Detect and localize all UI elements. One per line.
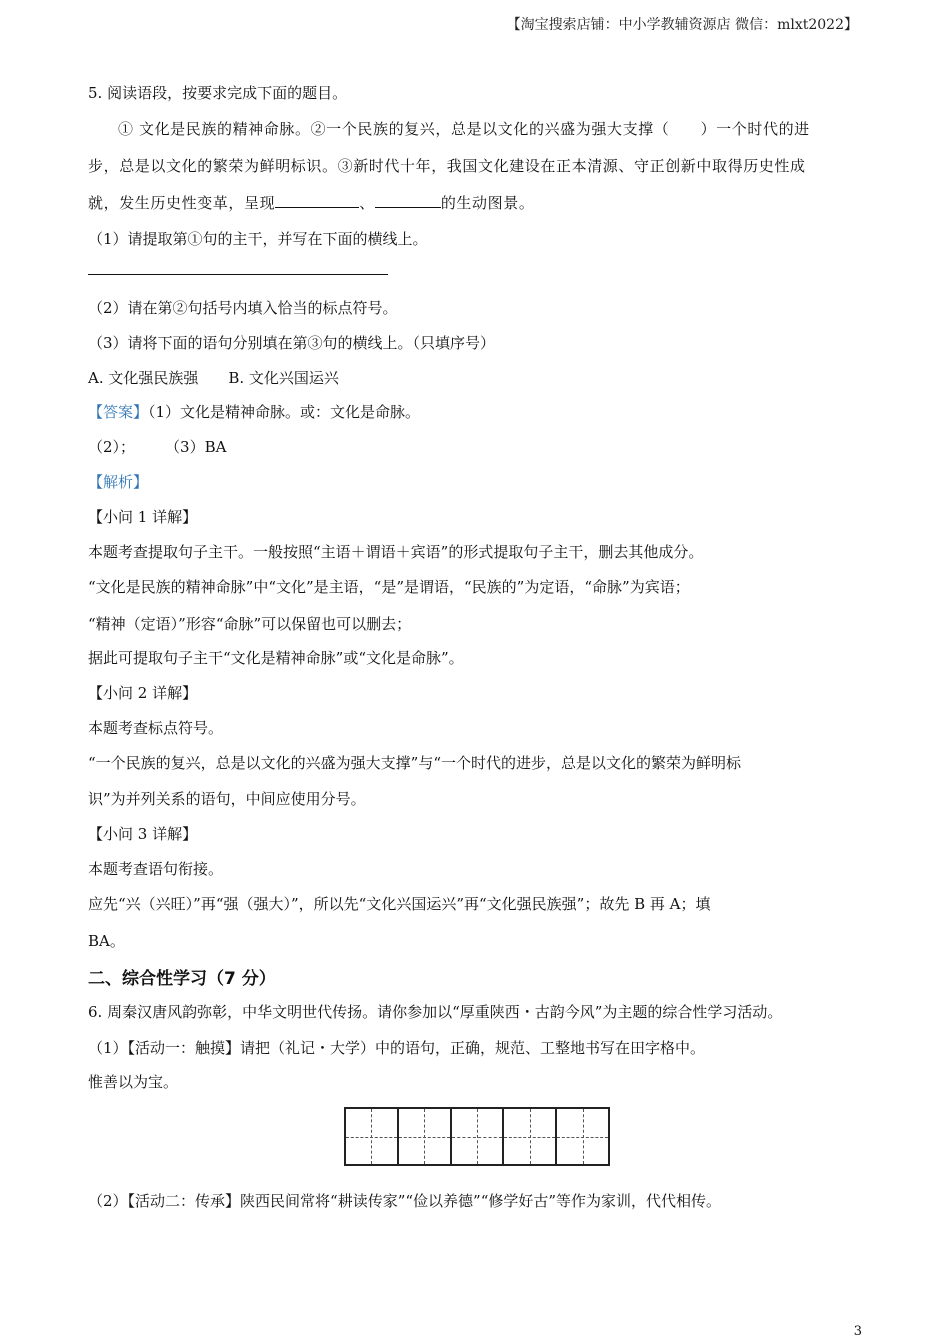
answer-block <box>88 401 420 422</box>
detail-1-line-2: “文化是民族的精神命脉”中“文化”是主语，“是”是谓语，“民族的”为定语，“命脉”为宾语； <box>88 578 690 596</box>
answer-2: （2）； （3）BA <box>88 438 227 456</box>
passage-line-3 <box>88 192 534 213</box>
grid-cell[interactable] <box>399 1109 452 1164</box>
question-6-sub-2: （2）【活动二：传承】陕西民间常将“耕读传家”“俭以养德”“修学好古”等作为家训，代代相传。 <box>88 1192 722 1210</box>
grid-cell[interactable] <box>504 1109 557 1164</box>
detail-3-line-3: BA。 <box>88 932 125 950</box>
answer-1: （1）文化是精神命脉。或：文化是命脉。 <box>148 403 421 421</box>
answer-label: 【答案】 <box>88 403 149 421</box>
sub-question-3: （3）请将下面的语句分别填在第③句的横线上。（只填序号） <box>88 334 496 352</box>
question-5-title: 5. 阅读语段，按要求完成下面的题目。 <box>88 84 348 102</box>
fill-blank-1 <box>275 193 359 208</box>
sub-question-1: （1）请提取第①句的主干，并写在下面的横线上。 <box>88 230 428 248</box>
detail-2-line-1: 本题考查标点符号。 <box>88 719 224 737</box>
page-header: 【淘宝搜索店铺：中小学教辅资源店 微信：mlxt2022】 <box>506 17 858 33</box>
detail-2-title: 【小问 2 详解】 <box>88 684 198 702</box>
passage-line-1: ① 文化是民族的精神命脉。②一个民族的复兴，总是以文化的兴盛为强大支撑（ ）一个时代的进 <box>118 120 810 138</box>
answer-line <box>88 274 388 275</box>
grid-cell[interactable] <box>452 1109 505 1164</box>
answer-options: A. 文化强民族强 B. 文化兴国运兴 <box>88 369 339 387</box>
sub-question-2: （2）请在第②句括号内填入恰当的标点符号。 <box>88 299 398 317</box>
grid-cell[interactable] <box>346 1109 399 1164</box>
detail-1-line-1: 本题考查提取句子主干。一般按照“主语＋谓语＋宾语”的形式提取句子主干，删去其他成分。 <box>88 543 704 561</box>
passage-line-2: 步，总是以文化的繁荣为鲜明标识。③新时代十年，我国文化建设在正本清源、守正创新中取得历史性成 <box>88 157 806 175</box>
page-number: 3 <box>853 1324 862 1339</box>
question-6-intro: 6. 周秦汉唐风韵弥彰，中华文明世代传扬。请你参加以“厚重陕西・古韵今风”为主题的综合性学习活动。 <box>88 1003 783 1021</box>
detail-1-line-4: 据此可提取句子主干“文化是精神命脉”或“文化是命脉”。 <box>88 649 464 667</box>
detail-1-title: 【小问 1 详解】 <box>88 508 198 526</box>
grid-cell[interactable] <box>557 1109 608 1164</box>
question-6-sub-1: （1）【活动一：触摸】请把（礼记・大学）中的语句，正确，规范、工整地书写在田字格中。 <box>88 1039 706 1057</box>
passage-line-3-end: 的生动图景。 <box>440 194 535 212</box>
section-2-heading: 二、综合性学习（7 分） <box>88 969 276 989</box>
detail-3-line-2: 应先“兴（兴旺）”再“强（强大）”，所以先“文化兴国运兴”再“文化强民族强”；故先 B 再 A；填 <box>88 895 711 913</box>
detail-3-title: 【小问 3 详解】 <box>88 825 198 843</box>
detail-2-line-3: 识”为并列关系的语句，中间应使用分号。 <box>88 790 366 808</box>
passage-separator: 、 <box>359 194 375 212</box>
analysis-label: 【解析】 <box>88 473 149 491</box>
detail-1-line-3: “精神（定语）”形容“命脉”可以保留也可以删去； <box>88 615 412 633</box>
fill-blank-2 <box>375 193 441 208</box>
question-6-sentence: 惟善以为宝。 <box>88 1073 179 1091</box>
detail-2-line-2: “一个民族的复兴，总是以文化的兴盛为强大支撑”与“一个时代的进步，总是以文化的繁荣为鲜明标 <box>88 754 742 772</box>
passage-line-3-start: 就，发生历史性变革，呈现 <box>88 194 276 212</box>
tianzige-writing-grid[interactable] <box>344 1107 610 1166</box>
detail-3-line-1: 本题考查语句衔接。 <box>88 860 224 878</box>
